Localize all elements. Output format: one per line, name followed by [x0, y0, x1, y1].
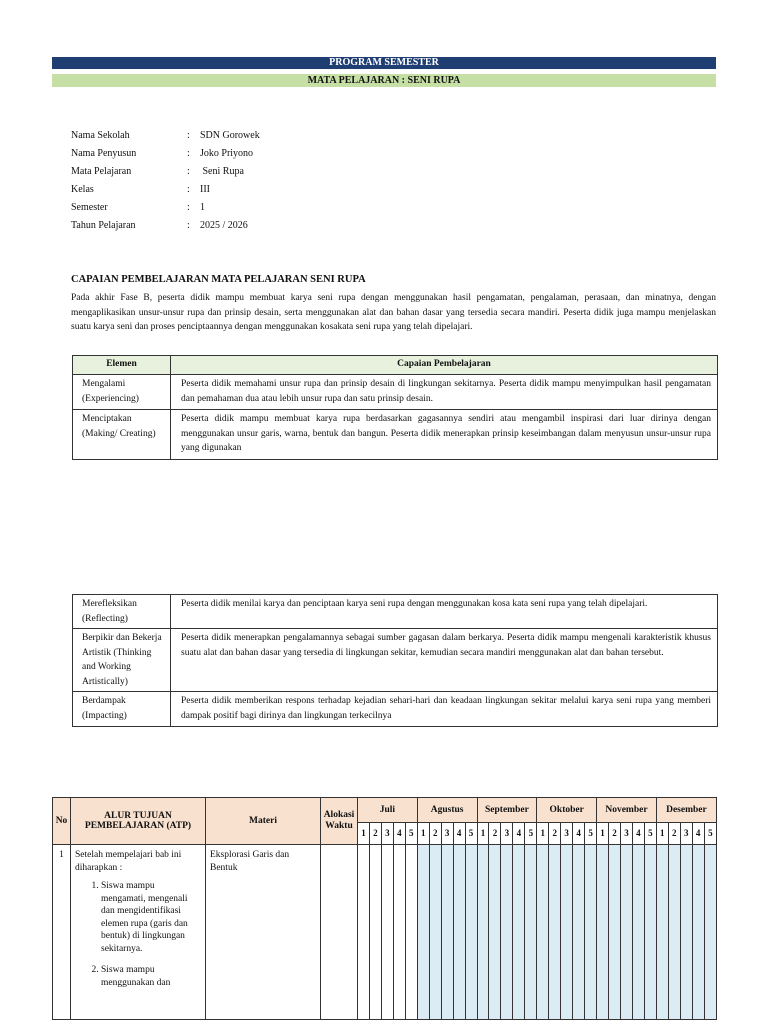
info-label: Nama Sekolah	[71, 130, 130, 141]
header-no: No	[53, 798, 71, 845]
capaian-heading: CAPAIAN PEMBELAJARAN MATA PELAJARAN SENI RUPA	[71, 274, 366, 285]
capaian-cell: Peserta didik menerapkan pengalamannya sebagai sumber gagasan dalam berkarya. Peserta didik mampu mengenali karakteristik khusus suatu alat dan bahan dasar yang tersedia di lingkungan sekitar, kemudian secara mandiri menggunakan alat dan bahan tersebut.	[171, 629, 718, 692]
week-cell	[429, 845, 441, 1020]
info-colon: :	[187, 202, 190, 213]
info-row-author	[71, 145, 471, 163]
week-cell	[393, 845, 405, 1020]
week-cell	[561, 845, 573, 1020]
week-cell	[656, 845, 668, 1020]
week-cell	[525, 845, 537, 1020]
week-header: 4	[573, 822, 585, 844]
week-cell	[477, 845, 489, 1020]
info-row-semester	[71, 199, 471, 217]
month-header: September	[477, 798, 537, 823]
week-header: 1	[597, 822, 609, 844]
info-row-class	[71, 181, 471, 199]
week-cell	[644, 845, 656, 1020]
header-materi: Materi	[206, 798, 321, 845]
header-alokasi: Alokasi Waktu	[321, 798, 358, 845]
week-cell	[417, 845, 429, 1020]
month-header: Agustus	[417, 798, 477, 823]
week-header: 3	[441, 822, 453, 844]
week-header: 3	[680, 822, 692, 844]
week-header: 5	[585, 822, 597, 844]
month-header: Desember	[656, 798, 716, 823]
row-no: 1	[53, 845, 71, 1020]
week-header: 1	[358, 822, 370, 844]
info-label: Mata Pelajaran	[71, 166, 132, 177]
info-value: Seni Rupa	[200, 166, 244, 177]
week-header: 2	[369, 822, 381, 844]
page-subtitle: MATA PELAJARAN : SENI RUPA	[52, 74, 716, 87]
info-colon: :	[187, 184, 190, 195]
elemen-cell: Berdampak (Impacting)	[73, 692, 171, 727]
week-cell	[704, 845, 716, 1020]
week-header: 5	[704, 822, 716, 844]
info-value: SDN Gorowek	[200, 130, 260, 141]
week-header: 4	[692, 822, 704, 844]
month-header: Juli	[358, 798, 418, 823]
list-item: 2. Siswa mampu menggunakan dan	[101, 964, 201, 989]
capaian-cell: Peserta didik mampu membuat karya rupa berdasarkan gagasannya sendiri atau mengambil inspirasi dari luar dirinya dengan menggunakan unsur garis, warna, bentuk dan bangun. Peserta didik menerapkan prinsip keseimbangan dalam menyusun unsur-unsur rupa yang digunakan	[171, 410, 718, 460]
week-header: 5	[644, 822, 656, 844]
info-value: 1	[200, 202, 205, 213]
week-cell	[358, 845, 370, 1020]
info-value: 2025 / 2026	[200, 220, 248, 231]
week-header: 4	[632, 822, 644, 844]
week-header: 2	[668, 822, 680, 844]
week-header: 3	[381, 822, 393, 844]
week-header: 1	[417, 822, 429, 844]
week-cell	[441, 845, 453, 1020]
week-cell	[620, 845, 632, 1020]
week-header: 3	[620, 822, 632, 844]
header-elemen: Elemen	[73, 356, 171, 375]
capaian-cell: Peserta didik memberikan respons terhadap kejadian sehari-hari dan keadaan lingkungan sekitar melalui karya seni rupa yang memberi dampak positif bagi dirinya dan lingkungan terkecilnya	[171, 692, 718, 727]
info-row-subject	[71, 163, 471, 181]
week-cell	[453, 845, 465, 1020]
week-cell	[369, 845, 381, 1020]
program-semester-table	[52, 797, 717, 1020]
info-row-year	[71, 217, 471, 235]
table-row	[73, 629, 718, 692]
elemen-table-continued	[72, 594, 718, 727]
info-row-school	[71, 127, 471, 145]
info-colon: :	[187, 148, 190, 159]
elemen-cell: Menciptakan (Making/ Creating)	[73, 410, 171, 460]
info-label: Kelas	[71, 184, 94, 195]
page-title: PROGRAM SEMESTER	[52, 57, 716, 69]
table-row	[73, 375, 718, 410]
capaian-paragraph: Pada akhir Fase B, peserta didik mampu membuat karya seni rupa dengan menggunakan hasil pengamatan, pengalaman, perasaan, dan minatnya, dengan mengaplikasikan unsur-unsur rupa dan prinsip desain, serta menggunakan alat dan bahan dasar yang tersedia secara mandiri. Peserta didik juga mampu menjelaskan suatu karya seni dan proses penciptaannya dengan menggunakan kosakata seni rupa yang telah dipelajari.	[71, 293, 716, 332]
week-header: 4	[453, 822, 465, 844]
week-cell	[537, 845, 549, 1020]
info-colon: :	[187, 166, 190, 177]
week-header: 5	[465, 822, 477, 844]
week-header: 3	[561, 822, 573, 844]
identity-info	[71, 127, 471, 235]
table-header-row	[53, 798, 717, 823]
atp-list	[75, 880, 201, 989]
week-header: 1	[537, 822, 549, 844]
row-materi: Eksplorasi Garis dan Bentuk	[206, 845, 321, 1020]
info-colon: :	[187, 220, 190, 231]
week-header: 4	[513, 822, 525, 844]
week-cell	[549, 845, 561, 1020]
week-cell	[585, 845, 597, 1020]
week-header: 2	[429, 822, 441, 844]
capaian-cell: Peserta didik memahami unsur rupa dan prinsip desain di lingkungan sekitarnya. Peserta didik mampu menyimpulkan hasil pengamatan dan pemahaman dua atau lebih unsur rupa dan satu prinsip desain.	[171, 375, 718, 410]
table-row	[73, 595, 718, 629]
row-alokasi	[321, 845, 358, 1020]
info-colon: :	[187, 130, 190, 141]
info-label: Semester	[71, 202, 108, 213]
table-row	[73, 692, 718, 727]
week-cell	[513, 845, 525, 1020]
list-item: 1. Siswa mampu mengamati, mengenali dan mengidentifikasi elemen rupa (garis dan bentuk) di lingkungan sekitarnya.	[101, 880, 201, 955]
week-cell	[597, 845, 609, 1020]
week-cell	[501, 845, 513, 1020]
elemen-cell: Merefleksikan (Reflecting)	[73, 595, 171, 629]
week-header: 3	[501, 822, 513, 844]
info-value: Joko Priyono	[200, 148, 254, 159]
table-row	[73, 410, 718, 460]
elemen-cell: Mengalami (Experiencing)	[73, 375, 171, 410]
week-header: 2	[489, 822, 501, 844]
week-header: 1	[656, 822, 668, 844]
week-header: 5	[525, 822, 537, 844]
week-header: 4	[393, 822, 405, 844]
row-atp	[71, 845, 206, 1020]
info-label: Nama Penyusun	[71, 148, 137, 159]
info-value: III	[200, 184, 210, 195]
atp-intro: Setelah mempelajari bab ini diharapkan :	[75, 850, 182, 873]
month-header: November	[597, 798, 657, 823]
week-cell	[381, 845, 393, 1020]
header-atp: ALUR TUJUAN PEMBELAJARAN (ATP)	[71, 798, 206, 845]
week-header: 2	[549, 822, 561, 844]
header-capaian: Capaian Pembelajaran	[171, 356, 718, 375]
week-cell	[680, 845, 692, 1020]
week-header: 1	[477, 822, 489, 844]
capaian-cell: Peserta didik menilai karya dan penciptaan karya seni rupa dengan menggunakan kosa kata seni rupa yang telah dipelajari.	[171, 595, 718, 629]
week-cell	[632, 845, 644, 1020]
week-cell	[489, 845, 501, 1020]
table-header-row	[73, 356, 718, 375]
info-label: Tahun Pelajaran	[71, 220, 136, 231]
month-header: Oktober	[537, 798, 597, 823]
week-header: 5	[405, 822, 417, 844]
elemen-table	[72, 355, 718, 460]
table-row	[53, 845, 717, 1020]
week-cell	[692, 845, 704, 1020]
week-cell	[609, 845, 621, 1020]
week-cell	[573, 845, 585, 1020]
week-cell	[668, 845, 680, 1020]
elemen-cell: Berpikir dan Bekerja Artistik (Thinking and Working Artistically)	[73, 629, 171, 692]
week-cell	[405, 845, 417, 1020]
week-cell	[465, 845, 477, 1020]
week-header: 2	[609, 822, 621, 844]
